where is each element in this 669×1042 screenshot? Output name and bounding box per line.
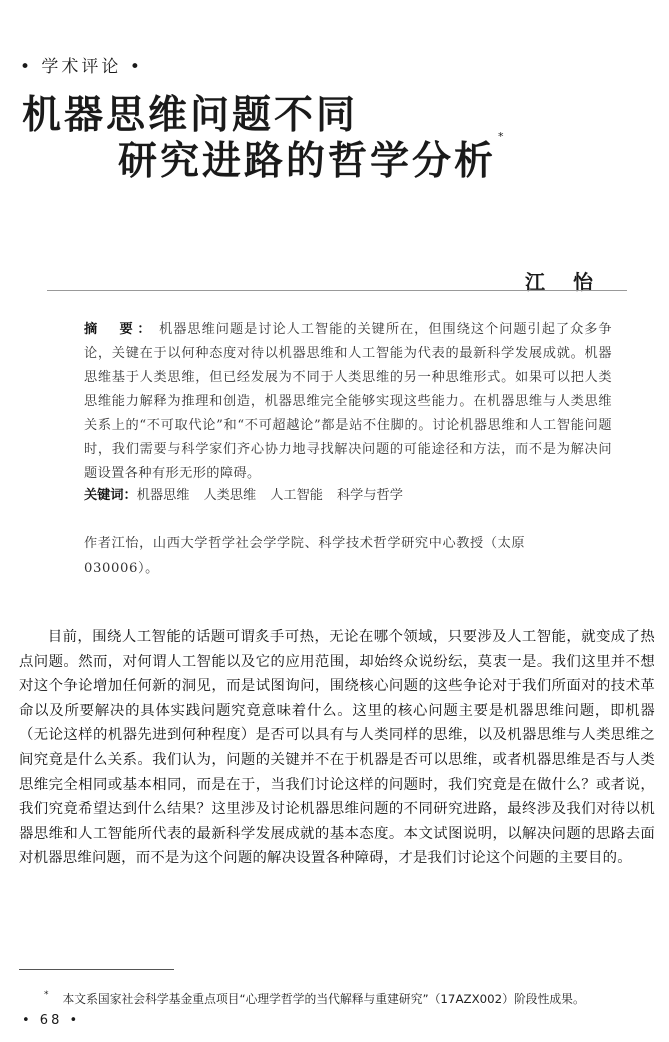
article-title-line-2-text: 研究进路的哲学分析 (118, 139, 497, 184)
keywords (84, 484, 612, 508)
abstract (84, 318, 612, 486)
body-paragraph: 目前，围绕人工智能的话题可谓炙手可热，无论在哪个领域，只要涉及人工智能，就变成了热点问题。然而，对何谓人工智能以及它的应用范围，却始终众说纷纭，莫衷一是。我们这里并不想对这个争论增加任何新的洞见，而是试图询问，围绕核心问题的这些争论对于我们所面对的技术革命以及所要解决的具体实践问题究竟意味着什么。这里的核心问题主要是机器思维问题，即机器（无论这样的机器先进到何种程度）是否可以具有与人类同样的思维，以及机器思维与人类思维之间究竟是什么关系。我们认为，问题的关键并不在于机器是否可以思维，或者机器思维是否与人类思维完全相同或基本相同，而是在于，当我们讨论这样的问题时，我们究竟是在做什么？或者说，我们究竟希望达到什么结果？这里涉及讨论机器思维问题的不同研究进路，最终涉及我们对待以机器思维和人工智能所代表的最新科学发展成就的基本态度。本文试图说明，以解决问题的思路去面对机器思维问题，而不是为这个问题的解决设置各种障碍，才是我们讨论这个问题的主要目的。 (19, 629, 655, 867)
keywords-label: 关键词： (84, 488, 137, 503)
column-tag: • 学术评论 • (20, 57, 143, 77)
keyword-item: 人类思维 (203, 488, 257, 503)
footnote (44, 990, 664, 1007)
keyword-item: 人工智能 (270, 488, 323, 503)
abstract-label: 摘 要： (84, 322, 156, 337)
footnote-mark: * (44, 990, 49, 1000)
footnote-text: 本文系国家社会科学基金重点项目“心理学哲学的当代解释与重建研究”（17AZX002）阶段性成果。 (62, 992, 585, 1006)
footnote-rule (19, 969, 174, 970)
article-title-line-2 (118, 130, 507, 186)
title-footnote-mark: * (498, 130, 507, 143)
keyword-item: 机器思维 (136, 488, 190, 503)
author-note: 作者江怡，山西大学哲学社会学学院、科学技术哲学研究中心教授（太原 030006）。 (84, 536, 526, 576)
author-name: 江怡 (525, 270, 621, 294)
page-number: • 68 • (22, 1013, 81, 1028)
abstract-text: 机器思维问题是讨论人工智能的关键所在，但围绕这个问题引起了众多争论，关键在于以何种态度对待以机器思维和人工智能为代表的最新科学发展成就。机器思维基于人类思维，但已经发展为不同于人类思维的另一种思维形式。如果可以把人类思维能力解释为推理和创造，机器思维完全能够实现这些能力。在机器思维与人类思维关系上的“不可取代论”和“不可超越论”都是站不住脚的。讨论机器思维和人工智能问题时，我们需要与科学家们齐心协力地寻找解决问题的可能途径和方法，而不是为解决问题设置各种有形无形的障碍。 (84, 322, 613, 481)
article-title-line-1: 机器思维问题不同 (22, 93, 359, 138)
keyword-item: 科学与哲学 (337, 488, 403, 503)
